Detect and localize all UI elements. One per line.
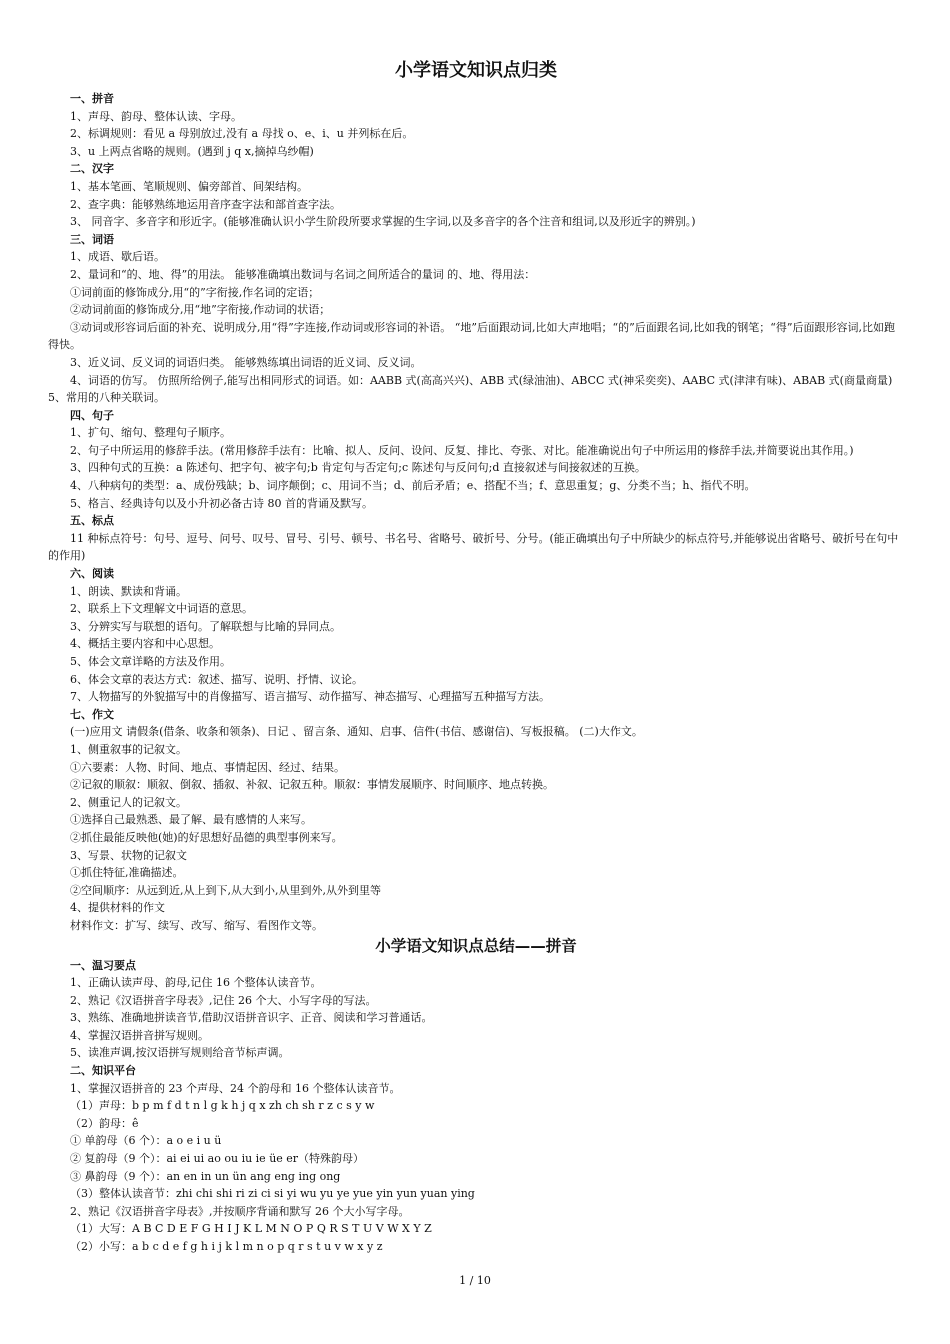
text-line: 11 种标点符号：句号、逗号、问号、叹号、冒号、引号、顿号、书名号、省略号、破折号、分号。(能正确填出句子中所缺少的标点符号,并能够说出省略号、破折号在句中的作用) [48, 531, 899, 563]
text-line: （1）声母：b p m f d t n l g k h j q x zh ch sh r z c s y w [70, 1099, 375, 1113]
text-line: 5、格言、经典诗句以及小升初必备古诗 80 首的背诵及默写。 [70, 496, 373, 510]
text-line: 4、概括主要内容和中心思想。 [70, 637, 220, 651]
text-line: 1、声母、韵母、整体认读、字母。 [70, 109, 242, 123]
section-heading: 二、汉字 [70, 162, 114, 176]
text-line: ②空间顺序：从远到近,从上到下,从大到小,从里到外,从外到里等 [70, 883, 381, 897]
text-line: 6、体会文章的表达方式：叙述、描写、说明、抒情、议论。 [70, 672, 363, 686]
text-line: 1、基本笔画、笔顺规则、偏旁部首、间架结构。 [70, 179, 308, 193]
text-line: 3、熟练、准确地拼读音节,借助汉语拼音识字、正音、阅读和学习普通话。 [70, 1011, 433, 1025]
text-line: 1、掌握汉语拼音的 23 个声母、24 个韵母和 16 个整体认读音节。 [70, 1081, 401, 1095]
section-heading: 一、拼音 [70, 92, 114, 105]
text-line: ①六要素：人物、时间、地点、事情起因、经过、结果。 [70, 760, 345, 774]
text-line: 材料作文：扩写、续写、改写、缩写、看图作文等。 [70, 918, 323, 932]
section-heading: 五、标点 [70, 514, 114, 528]
text-line: ② 复韵母（9 个）：ai ei ui ao ou iu ie üe er（特殊韵母） [70, 1152, 365, 1166]
text-line: 1、成语、歇后语。 [70, 250, 165, 264]
text-line: （2）韵母：ê [70, 1116, 139, 1130]
section-heading: 七、作文 [70, 707, 114, 721]
pinyin-sections [48, 957, 904, 1256]
document-page [48, 58, 904, 1256]
text-line: 3、四种句式的互换：a 陈述句、把字句、被字句;b 肯定句与否定句;c 陈述句与反问句;d 直接叙述与间接叙述的互换。 [70, 461, 646, 475]
section-heading: 一、温习要点 [70, 958, 136, 972]
text-line: 4、掌握汉语拼音拼写规则。 [70, 1028, 209, 1042]
text-line: 2、量词和“的、地、得”的用法。 能够准确填出数词与名词之间所适合的量词 的、地、得用法： [70, 267, 536, 281]
text-line: ③动词或形容词后面的补充、说明成分,用“得”字连接,作动词或形容词的补语。 “地”后面跟动词,比如大声地唱；“的”后面跟名词,比如我的钢笔；“得”后面跟形容词,比如跑得快。 [48, 320, 895, 352]
text-line: 7、人物描写的外貌描写中的肖像描写、语言描写、动作描写、神态描写、心理描写五种描写方法。 [70, 690, 550, 704]
text-line: ②抓住最能反映他(她)的好思想好品德的典型事例来写。 [70, 830, 343, 844]
text-line: （2）小写：a b c d e f g h i j k l m n o p q r s t u v w x y z [70, 1240, 383, 1253]
text-line: 3、u 上两点省略的规则。(遇到 j q x,摘掉乌纱帽) [70, 144, 314, 158]
text-line: 5、体会文章详略的方法及作用。 [70, 655, 231, 668]
text-line: 2、侧重记人的记叙文。 [70, 795, 187, 809]
text-line: 3、写景、状物的记叙文 [70, 848, 187, 862]
text-line: 2、标调规则：看见 a 母别放过,没有 a 母找 o、e、i、u 并列标在后。 [70, 127, 414, 141]
text-line: 4、八种病句的类型：a、成份残缺；b、词序颠倒；c、用词不当；d、前后矛盾；e、搭配不当；f、意思重复；g、分类不当；h、指代不明。 [70, 479, 756, 493]
text-line: 2、查字典：能够熟练地运用音序查字法和部首查字法。 [70, 197, 341, 211]
text-line: ②动词前面的修饰成分,用“地”字衔接,作动词的状语； [70, 303, 331, 317]
page-number: 1 / 10 [459, 1274, 491, 1287]
section-heading: 三、词语 [70, 232, 114, 246]
text-line: 2、句子中所运用的修辞手法。(常用修辞手法有：比喻、拟人、反问、设问、反复、排比、夸张、对比。能准确说出句子中所运用的修辞手法,并简要说出其作用。) [70, 443, 854, 457]
text-line: 4、词语的仿写。 仿照所给例子,能写出相同形式的词语。如：AABB 式(高高兴兴)、ABB 式(绿油油)、ABCC 式(神采奕奕)、AABC 式(津津有味)、ABAB 式(商量商量) 5、常用的八种关联词。 [48, 373, 893, 405]
document-title: 小学语文知识点归类 [395, 60, 557, 81]
text-line: ①词前面的修饰成分,用“的”字衔接,作名词的定语； [70, 285, 320, 299]
text-line: 3、 同音字、多音字和形近字。(能够准确认识小学生阶段所要求掌握的生字词,以及多音字的各个注音和组词,以及形近字的辨别。) [70, 215, 696, 229]
text-line: 2、联系上下文理解文中词语的意思。 [70, 602, 253, 616]
text-line: 1、侧重叙事的记叙文。 [70, 742, 187, 756]
text-line: 2、熟记《汉语拼音字母表》,并按顺序背诵和默写 26 个大小写字母。 [70, 1204, 410, 1218]
text-line: 4、提供材料的作文 [70, 901, 165, 915]
section-heading: 四、句子 [70, 408, 114, 422]
text-line: （3）整体认读音节：zhi chi shi ri zi ci si yi wu yu ye yue yin yun yuan ying [70, 1187, 475, 1201]
text-line: ③ 鼻韵母（9 个）：an en in un ün ang eng ing ong [70, 1169, 341, 1183]
text-line: ②记叙的顺叙：顺叙、倒叙、插叙、补叙、记叙五种。顺叙：事情发展顺序、时间顺序、地点转换。 [70, 778, 554, 792]
text-line: ① 单韵母（6 个）：a o e i u ü [70, 1134, 222, 1148]
text-line: 1、朗读、默读和背诵。 [70, 584, 187, 598]
text-line: 3、分辨实写与联想的语句。了解联想与比喻的异同点。 [70, 619, 341, 633]
text-line: 5、读准声调,按汉语拼写规则给音节标声调。 [70, 1046, 290, 1060]
text-line: (一)应用文 请假条(借条、收条和领条)、日记 、留言条、通知、启事、信件(书信、感谢信)、写板报稿。 (二)大作文。 [70, 725, 643, 739]
text-line: ①选择自己最熟悉、最了解、最有感情的人来写。 [70, 813, 312, 827]
text-line: 2、熟记《汉语拼音字母表》,记住 26 个大、小写字母的写法。 [70, 993, 377, 1007]
section-heading: 二、知识平台 [70, 1064, 136, 1078]
text-line: 1、扩句、缩句、整理句子顺序。 [70, 426, 231, 440]
knowledge-sections [48, 90, 904, 935]
text-line: ①抓住特征,准确描述。 [70, 866, 184, 880]
text-line: 1、正确认读声母、韵母,记住 16 个整体认读音节。 [70, 976, 322, 990]
section-heading: 六、阅读 [70, 567, 114, 581]
text-line: 3、近义词、反义词的词语归类。 能够熟练填出词语的近义词、反义词。 [70, 355, 422, 369]
text-line: （1）大写：A B C D E F G H I J K L M N O P Q R S T U V W X Y Z [70, 1222, 432, 1236]
section-title-pinyin: 小学语文知识点总结——拼音 [375, 936, 577, 955]
